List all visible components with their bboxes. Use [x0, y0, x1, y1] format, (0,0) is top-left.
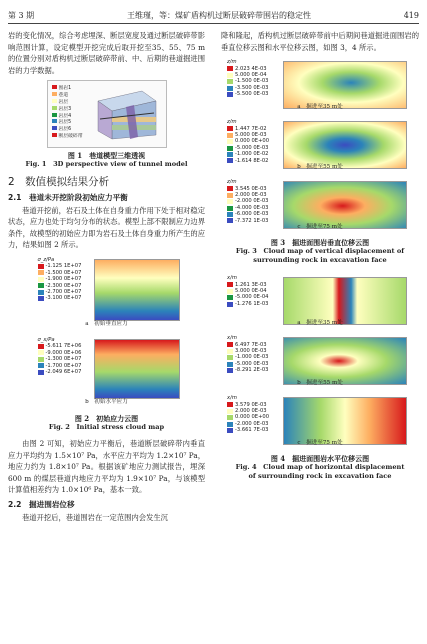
figure-2b-legend-swatch [38, 350, 44, 355]
figure-3-legend-swatch [227, 73, 233, 78]
figure-2b-plot [94, 339, 180, 399]
figure-4-legend [227, 335, 268, 373]
figure-1-legend-swatch [52, 113, 57, 117]
figure-2b-legend-swatch [38, 344, 44, 349]
figure-3-legend-value: 5.000 0E-03 [235, 132, 267, 138]
figure-1-legend-swatch [52, 133, 57, 137]
figure-4-legend-value: -1.000 0E-03 [235, 354, 269, 361]
figure-4-legend-row [227, 367, 268, 373]
figure-4-legend-swatch [227, 362, 233, 367]
figure-4-legend-swatch [227, 409, 233, 414]
figure-3-legend-swatch [227, 139, 233, 144]
figure-2a-legend-unit: σ_z/Pa [37, 256, 55, 263]
figure-3-legend-unit: z/m [227, 59, 237, 66]
figure-1-legend-item [52, 113, 83, 120]
figure-4-legend-swatch [227, 415, 233, 420]
figure-3-legend [227, 119, 269, 164]
tunnel-model-3d [92, 87, 160, 141]
figure-4 [221, 273, 419, 451]
figure-4-panel [221, 393, 419, 451]
figure-3-panel [221, 57, 419, 115]
figure-1-legend-swatch [52, 85, 57, 89]
figure-4-legend-swatch [227, 349, 233, 354]
figure-3-legend-unit: z/m [227, 179, 237, 186]
subsection-2-1-heading: 2.1 巷道未开挖阶段初始应力平衡 [8, 192, 128, 202]
figure-2a-plot [94, 259, 180, 321]
figure-1-legend-item [52, 133, 83, 140]
figure-3-legend-swatch [227, 86, 233, 91]
figure-1-legend-swatch [52, 99, 57, 103]
figure-4-legend-swatch [227, 282, 233, 287]
figure-4-legend-value: 1.261 3E-03 [235, 281, 267, 288]
figure-4-legend-unit: x/m [227, 395, 237, 402]
figure-4-panel [221, 333, 419, 391]
figure-1 [47, 80, 167, 148]
figure-3-legend-value: -5.000 0E-03 [235, 144, 269, 151]
figure-3-legend-value: -2.000 0E-03 [235, 198, 269, 205]
figure-4-legend-value: -1.276 1E-03 [235, 300, 269, 307]
figure-3-legend-swatch [227, 146, 233, 151]
figure-2a-caption: a 初始垂直应力 [85, 321, 128, 328]
figure-2a-legend-value: -2.300 0E+07 [45, 282, 82, 289]
figure-1-legend-item [52, 99, 83, 106]
section-2-1-paragraph: 巷道开挖前，岩石及土体在自身重力作用下处于相对稳定状态，应力也处于均匀分布的状态。模型上部不限制应力边界条件，故模型的初始应力即为岩石及土体自身重力所产生的应力，结果如图 2 所示。 [8, 205, 206, 250]
section-2-heading: 2 数值模拟结果分析 [8, 176, 110, 189]
figure-2a-legend-swatch [38, 290, 44, 295]
figure-2a-legend-swatch [38, 264, 44, 269]
figure-3-legend-unit: z/m [227, 119, 237, 126]
figure-3-legend-swatch [227, 66, 233, 71]
figure-2b-legend-value: -1.700 0E+07 [45, 362, 82, 369]
figure-2a [32, 255, 182, 333]
figure-3-legend-value: 2.023 4E-03 [235, 65, 267, 72]
figure-4-legend-value: 5.000 0E-04 [235, 288, 267, 294]
figure-1-legend-item [52, 92, 83, 99]
figure-3-panel-caption: c 掘进至75 m处 [297, 223, 343, 230]
figure-2a-legend-row [38, 295, 82, 301]
figure-3-panel-caption: a 掘进至35 m处 [297, 103, 343, 110]
figure-1-legend-item [52, 85, 83, 92]
figure-2a-legend-value: -2.700 0E+07 [45, 288, 82, 295]
figure-4-legend-value: -3.661 7E-03 [235, 427, 269, 434]
figure-3-legend-value: 1.447 7E-02 [235, 125, 267, 132]
figure-1-legend-item [52, 126, 83, 133]
intro-paragraph: 岩的变化情况，综合考虑埋深、断层宽度及通过断层破碎带影响范围计算，设定模型开挖完成后取开挖至35、55、75 m 的位置分别对盾构机过断层破碎带前、中、后期的巷道掘进围岩的力学数据。 [8, 31, 206, 75]
figure-2b-legend-swatch [38, 363, 44, 368]
figure-4-panel-caption: b 掘进至55 m处 [297, 379, 343, 386]
figure-3-legend-swatch [227, 126, 233, 131]
figure-3-legend-value: 3.545 0E-03 [235, 185, 267, 192]
running-title: 王维瑾，等：煤矿盾构机过断层破碎带围岩的稳定性 [126, 10, 311, 20]
figure-1-legend-swatch [52, 106, 57, 110]
figure-3-legend-value: 5.000 0E-04 [235, 72, 267, 78]
running-header [8, 8, 419, 22]
figure-4-panel-caption: a 掘进至35 m处 [297, 319, 343, 326]
figure-1-legend-swatch [52, 119, 57, 123]
figure-4-legend-row [227, 427, 269, 433]
figure-3-legend-swatch [227, 212, 233, 217]
figure-1-legend-item [52, 106, 83, 113]
figure-3-legend-swatch [227, 92, 233, 97]
figure-3-legend-swatch [227, 193, 233, 198]
figure-2b-legend-value: -5.611 7E+06 [45, 343, 82, 350]
figure-2a-legend-value: -1.125 1E+07 [45, 263, 82, 270]
figure-2-caption-en: Fig. 2 Initial stress cloud map [48, 422, 165, 431]
figure-3-legend-value: -5.500 0E-03 [235, 91, 269, 98]
figure-4-legend-swatch [227, 289, 233, 294]
figure-4-legend-swatch [227, 342, 233, 347]
figure-3-legend [227, 179, 268, 224]
figure-4-legend-value: -2.000 0E-03 [235, 420, 269, 427]
figure-2 [32, 255, 182, 411]
figure-1-legend-label: 岩层3 [58, 106, 72, 112]
figure-4-legend-value: -5.000 0E-04 [235, 294, 269, 301]
section-2-2-paragraph: 巷道开挖后，巷道围岩在一定范围内会发生沉 [22, 512, 168, 522]
figure-3-caption-cn: 图 3 掘进面围岩垂直位移云图 [270, 238, 370, 248]
figure-4-legend-swatch [227, 355, 233, 360]
figure-3-legend-swatch [227, 199, 233, 204]
figure-4-legend-swatch [227, 428, 233, 433]
figure-1-legend-swatch [52, 126, 57, 130]
figure-4-legend-value: -5.000 0E-03 [235, 360, 269, 367]
figure-3-panel [221, 117, 419, 175]
figure-1-legend-label: 岩层4 [58, 113, 72, 119]
figure-3-panel-caption: b 掘进至55 m处 [297, 163, 343, 170]
figure-4-caption-cn: 图 4 掘进面围岩水平位移云图 [270, 454, 370, 464]
figure-2b-legend-value: -1.300 0E+07 [45, 356, 82, 363]
figure-2-caption-cn: 图 2 初始应力云图 [74, 413, 139, 423]
figure-3-legend-value: -1.500 0E-03 [235, 78, 269, 85]
stress-analysis-paragraph: 由图 2 可知，初始应力平衡后，巷道断层破碎带内垂直应力平均约为 1.5×10⁷ Pa，水平应力平均为 1.2×10⁷ Pa，地应力约为 1.8×10⁷ Pa。根据该矿地应力测试报告，埋深 600 m 的煤层巷道内地应力平均为 1.9×10⁷ Pa，与该模型计算值相差约为 1.0×10⁶ Pa，基本一致。 [8, 438, 205, 495]
figure-3-legend-value: 2.000 0E-03 [235, 192, 267, 198]
figure-1-legend-item [52, 119, 83, 126]
figure-4-legend-value: 6.497 7E-03 [235, 341, 267, 348]
subsection-2-2-heading: 2.2 掘进围岩位移 [8, 499, 75, 509]
figure-3-legend-value: -1.000 0E-02 [235, 151, 269, 158]
figure-2b-legend-swatch [38, 370, 44, 375]
figure-2b-legend-unit: σ_x/Pa [37, 336, 55, 343]
issue-number: 第 3 期 [8, 10, 35, 20]
figure-1-caption-cn: 图 1 巷道模型三维透视 [67, 151, 146, 161]
figure-2b [32, 335, 182, 411]
figure-3-legend-swatch [227, 133, 233, 138]
figure-2a-legend-value: -3.100 0E+07 [45, 295, 82, 302]
figure-2a-legend-swatch [38, 296, 44, 301]
figure-3-legend-row [227, 91, 268, 97]
figure-3-legend-swatch [227, 206, 233, 211]
figure-4-legend-unit: x/m [227, 275, 237, 282]
figure-3-caption-en: Fig. 3 Cloud map of vertical displacement of surrounding rock in excavation face [235, 247, 405, 265]
figure-2b-legend [38, 337, 82, 375]
figure-1-legend [52, 85, 83, 139]
figure-1-legend-label: 断层破碎带 [58, 133, 83, 139]
figure-3-legend-value: -1.614 8E-02 [235, 157, 269, 164]
figure-1-legend-label: 岩层5 [58, 120, 72, 126]
figure-1-legend-label: 巷道 [58, 93, 69, 99]
figure-3-legend-swatch [227, 79, 233, 84]
figure-1-legend-label: 围岩1 [58, 86, 72, 92]
figure-2b-legend-swatch [38, 357, 44, 362]
figure-4-legend-row [227, 301, 268, 307]
figure-2a-legend-swatch [38, 283, 44, 288]
header-rule [8, 23, 419, 24]
figure-4-legend [227, 395, 269, 433]
figure-3-legend-value: -7.372 1E-03 [235, 217, 269, 224]
figure-4-caption-en: Fig. 4 Cloud map of horizontal displacement of surrounding rock in excavation face [235, 463, 405, 481]
figure-4-legend-swatch [227, 422, 233, 427]
figure-3-legend-swatch [227, 152, 233, 157]
figure-2a-legend-value: -1.900 0E+07 [45, 276, 82, 283]
figure-3-legend [227, 59, 268, 97]
figure-4-legend-value: 0.000 0E+00 [235, 414, 270, 421]
figure-4-panel [221, 273, 419, 331]
figure-4-legend-swatch [227, 402, 233, 407]
figure-4-legend [227, 275, 268, 307]
figure-3-legend-value: -4.000 0E-03 [235, 204, 269, 211]
figure-4-panel-caption: c 掘进至75 m处 [297, 439, 343, 446]
figure-2a-legend [38, 257, 82, 302]
figure-2b-legend-value: -9.000 0E+06 [45, 349, 82, 356]
figure-4-legend-value: -8.291 2E-03 [235, 367, 269, 374]
right-intro-paragraph: 降和隆起，盾构机过断层破碎带前中后期间巷道掘进面围岩的垂直位移云图和水平位移云图，如图 3，4 所示。 [221, 31, 419, 52]
figure-4-legend-value: 3.579 0E-03 [235, 401, 267, 408]
figure-2b-caption: b 初始水平应力 [85, 399, 128, 406]
figure-4-legend-unit: x/m [227, 335, 237, 342]
figure-4-legend-swatch [227, 295, 233, 300]
figure-3 [221, 57, 419, 235]
figure-3-legend-swatch [227, 186, 233, 191]
figure-2b-legend-row [38, 369, 82, 375]
figure-2a-legend-swatch [38, 270, 44, 275]
figure-4-legend-swatch [227, 302, 233, 307]
figure-1-legend-label: 岩层 [58, 99, 69, 105]
figure-3-legend-value: 0.000 0E+00 [235, 138, 270, 145]
figure-3-legend-value: -3.500 0E-03 [235, 84, 269, 91]
figure-2a-legend-value: -1.500 0E+07 [45, 269, 82, 276]
figure-1-caption-en: Fig. 1 3D perspective view of tunnel model [25, 160, 188, 169]
figure-1-legend-swatch [52, 92, 57, 96]
figure-4-legend-swatch [227, 368, 233, 373]
left-column [8, 30, 205, 523]
figure-1-legend-label: 岩层6 [58, 127, 72, 133]
figure-2b-legend-value: -2.049 6E+07 [45, 368, 82, 375]
figure-4-legend-value: 2.000 0E-03 [235, 408, 267, 414]
figure-4-legend-value: 3.000 0E-03 [235, 348, 267, 354]
page-number: 419 [403, 10, 419, 20]
figure-3-panel [221, 177, 419, 235]
right-column [221, 30, 419, 481]
figure-2a-legend-swatch [38, 277, 44, 282]
figure-3-legend-value: -6.000 0E-03 [235, 211, 269, 218]
